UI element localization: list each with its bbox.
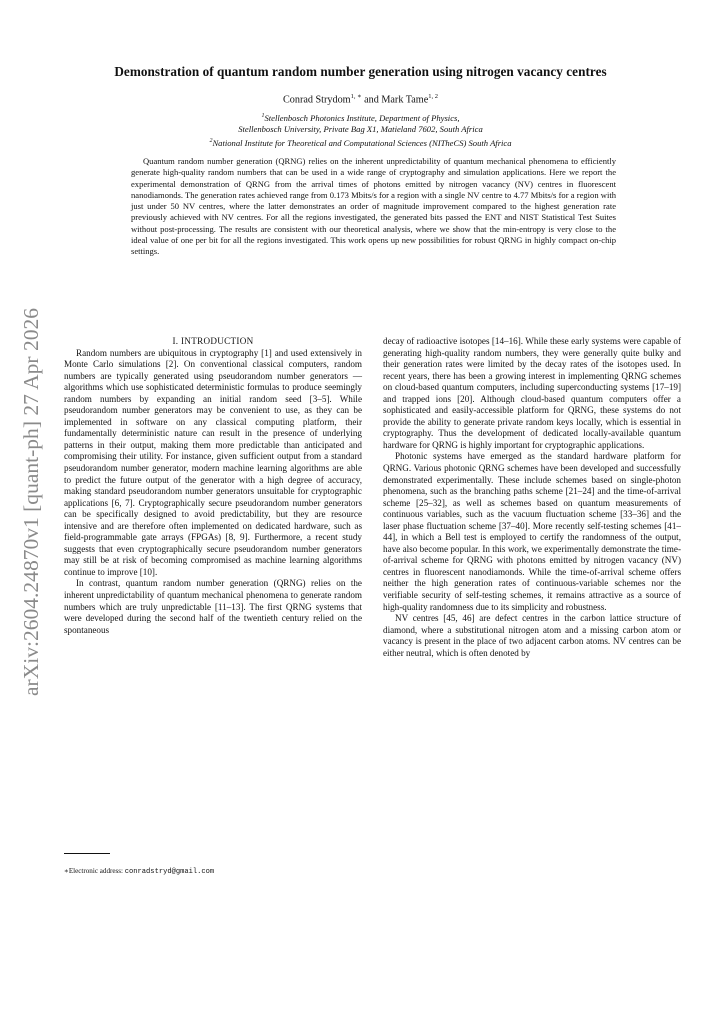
author-2-affil-marker: 1, 2 (428, 93, 439, 100)
arxiv-side-stamp (4, 300, 52, 700)
affiliation-2-text: National Institute for Theoretical and Computational Sciences (NITheCS) South Africa (212, 137, 512, 148)
footnote-label: ∗Electronic address: (64, 867, 125, 875)
intro-paragraph: In contrast, quantum random number generation (QRNG) relies on the inherent unpredictability of quantum mechanical phenomena to generate random numbers which are truly unpredictable [11–13]. The first QRNG systems that were developed during the second half of the twentieth century relied on the spontaneous (64, 578, 362, 635)
intro-paragraph: NV centres [45, 46] are defect centres in the carbon lattice structure of diamond, where a substitutional nitrogen atom and a missing carbon atom or vacancy is present in the place of two adjacent carbon atoms. NV centres can be either neutral, which is often denoted by (383, 613, 681, 658)
footnote-email: conradstryd@gmail.com (124, 868, 215, 876)
right-column (383, 336, 681, 659)
affiliation-1-line-2: Stellenbosch University, Private Bag X1, Matieland 7602, South Africa (238, 124, 483, 135)
arxiv-stamp-text: arXiv:2604.24870v1 [quant-ph] 27 Apr 2026 (19, 308, 43, 696)
footnote (64, 867, 214, 877)
author-line (40, 92, 681, 105)
intro-paragraph: Random numbers are ubiquitous in cryptography [1] and used extensively in Monte Carlo simulations [2]. On conventional classical computers, random numbers are typically generated using pseudorandom number generators — algorithms which use sophisticated deterministic formulas to produce seemingly random numbers by expanding an initial random seed [3–5]. While pseudorandom number generators may be convenient to use, as they can be implemented in software on any classical computing platform, their fundamentally deterministic nature can result in the presence of underlying patterns in their output, making them more predictable than anticipated and compromising their utility. For instance, given sufficient output from a standard pseudorandom number generator, modern machine learning algorithms are able to predict the future output of the generator with a high degree of accuracy, making standard pseudorandom number generators unsuitable for cryptographic applications [6, 7]. Cryptographically secure pseudorandom number generators can be specifically designed to avoid predictability, but they are resource intensive and are therefore often implemented on dedicated hardware, such as field-programmable gate arrays (FPGAs) [8, 9]. Furthermore, a recent study suggests that even cryptographically secure pseudorandom number generators may still be at risk of becoming compromised as machine learning algorithms continue to improve [10]. (64, 347, 362, 577)
affiliation-2-marker: 2 (209, 138, 213, 145)
affiliation-1-line-1 (40, 111, 681, 124)
section-heading-introduction: I. INTRODUCTION (172, 336, 254, 346)
paper-title: Demonstration of quantum random number generation using nitrogen vacancy centres (114, 64, 607, 79)
left-column (64, 336, 362, 636)
abstract: Quantum random number generation (QRNG) relies on the inherent unpredictability of quantum mechanical phenomena to efficiently generate high-quality random numbers that can be used in a wide range of cryptography and simulation applications. Here we report the experimental demonstration of QRNG from the arrival times of photons emitted by nitrogen vacancy (NV) centres in fluorescent nanodiamonds. The generation rates achieved range from 0.173 Mbits/s for a region with a single NV centre to 4.77 Mbits/s for a region with just under 50 NV centres, where the latter demonstrates an order of magnitude improvement compared to the highest generation rate previously achieved with NV centres. For all the regions investigated, the generated bits passed the ENT and NIST Statistical Test Suites without post-processing. The results are consistent with our theoretical analysis, where we show that the min-entropy is very close to the ideal value of one per bit for all the regions investigated. This work opens up new possibilities for robust QRNG in highly compact on-chip settings. (131, 156, 616, 257)
affiliation-2 (40, 136, 681, 149)
author-connector: and (361, 94, 382, 106)
author-1-name: Conrad Strydom (282, 94, 351, 106)
intro-paragraph-continued: decay of radioactive isotopes [14–16]. While these early systems were capable of generating high-quality random numbers, they were generally quite bulky and their generation rates were limited by the decay rates of the isotopes used. In recent years, there has been a growing interest in implementing QRNG schemes on cloud-based quantum computers, including superconducting systems [17–19] and trapped ions [20]. Although cloud-based quantum computers offer a sophisticated and easily-accessible platform for QRNG, these systems do not provide the ability to generate private random keys locally, which is essential in cryptography. Thus the development of dedicated locally-available quantum hardware for QRNG is highly important for cryptographic applications. (383, 336, 681, 450)
affiliations (40, 111, 681, 150)
footnote-divider (64, 853, 110, 854)
affiliation-1-marker: 1 (261, 113, 265, 119)
author-2-name: Mark Tame (381, 94, 429, 106)
author-1-affil-marker: 1, ∗ (350, 93, 362, 100)
affiliation-1-text: Stellenbosch Photonics Institute, Department of Physics, (264, 112, 460, 123)
intro-paragraph: Photonic systems have emerged as the standard hardware platform for QRNG. Various photonic QRNG schemes have been developed and successfully demonstrated experimentally. These include schemes based on single-photon phenomena, such as the branching paths scheme [21–24] and the time-of-arrival scheme [25–32], as well as schemes based on quantum measurements of continuous variables, such as the vacuum fluctuation scheme [33–36] and the laser phase fluctuation scheme [37–40]. More recently self-testing schemes [41–44], in which a Bell test is employed to certify the randomness of the output, have also become popular. In this work, we experimentally demonstrate the time-of-arrival scheme for QRNG with photons emitted by nitrogen vacancy (NV) centres in fluorescent nanodiamonds. While the time-of-arrival scheme offers neither the high generation rates of continuous-variable schemes nor the verifiable security of self-testing schemes, it remains attractive as a source of high-quality randomness due to its simplicity and robustness. (383, 451, 681, 612)
